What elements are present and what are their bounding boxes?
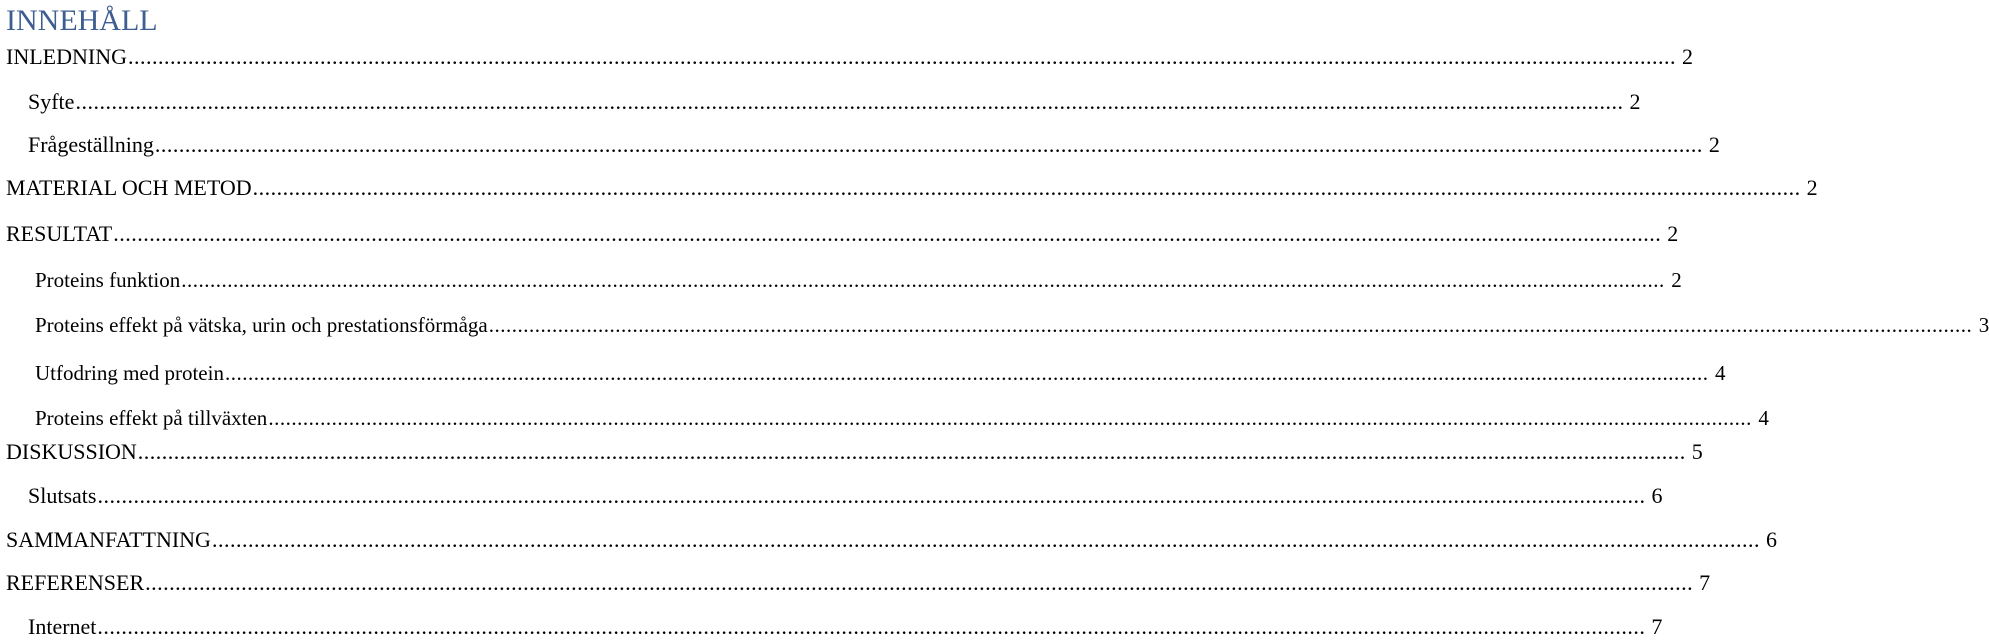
toc-page-number: 6 [1651,483,1663,508]
toc-entry-slutsats[interactable] [0,483,1663,509]
toc-page-number: 7 [1699,570,1711,595]
toc-leader: .................................................................................................................................................................................................................................................................. [145,570,1694,595]
toc-leader: .................................................................................................................................................................................................................................................................. [137,439,1686,464]
toc-leader: .................................................................................................................................................................................................................................................................. [127,44,1676,69]
toc-entry-material-och-metod[interactable] [0,175,1818,201]
toc-entry-label: Slutsats [28,483,97,508]
toc-entry-internet[interactable] [0,614,1663,640]
toc-entry-sammanfattning[interactable] [0,527,1777,553]
toc-leader: .................................................................................................................................................................................................................................................................. [154,132,1703,157]
toc-entry-label: Syfte [28,89,75,114]
toc-entry-label: INLEDNING [6,44,127,69]
toc-page-number: 5 [1691,439,1703,464]
toc-title: INNEHÅLL [6,4,158,37]
toc-page-number: 4 [1758,406,1769,430]
toc-entry-utfodring-med-protein[interactable] [0,360,1726,386]
toc-page-number: 6 [1765,527,1777,552]
toc-entry-label: REFERENSER [6,570,145,595]
toc-entry-label: Proteins effekt på vätska, urin och prestationsförmåga [35,313,488,337]
toc-entry-inledning[interactable] [0,44,1693,70]
toc-entry-label: MATERIAL OCH METOD [6,175,252,200]
toc-page-number: 2 [1667,221,1679,246]
toc-leader: .................................................................................................................................................................................................................................................................. [488,313,1973,337]
toc-entry-proteins-funktion[interactable] [0,267,1682,293]
toc-entry-label: SAMMANFATTNING [6,527,211,552]
toc-page-number: 2 [1806,175,1818,200]
toc-leader: .................................................................................................................................................................................................................................................................. [97,614,1646,639]
toc-entry-label: RESULTAT [6,221,113,246]
toc-page-number: 7 [1651,614,1663,639]
toc-leader: .................................................................................................................................................................................................................................................................. [268,406,1752,430]
toc-entry-label: Proteins effekt på tillväxten [35,406,268,430]
toc-page-number: 2 [1708,132,1720,157]
toc-entry-resultat[interactable] [0,221,1679,247]
toc-entry-fragestallning[interactable] [0,132,1720,158]
toc-leader: .................................................................................................................................................................................................................................................................. [224,361,1709,385]
toc-leader: .................................................................................................................................................................................................................................................................. [113,221,1662,246]
toc-page-number: 2 [1671,268,1682,292]
toc-entry-syfte[interactable] [0,89,1641,115]
toc-entry-referenser[interactable] [0,570,1711,596]
toc-entry-label: Frågeställning [28,132,154,157]
toc-entry-diskussion[interactable] [0,439,1703,465]
toc-leader: .................................................................................................................................................................................................................................................................. [97,483,1646,508]
toc-entry-proteins-effekt-vatska[interactable] [0,312,1989,338]
toc-entry-label: DISKUSSION [6,439,137,464]
toc-entry-proteins-effekt-tillvaxten[interactable] [0,405,1769,431]
toc-leader: .................................................................................................................................................................................................................................................................. [75,89,1624,114]
toc-leader: .................................................................................................................................................................................................................................................................. [211,527,1760,552]
toc-entry-label: Internet [28,614,97,639]
toc-entry-label: Utfodring med protein [35,361,224,385]
toc-leader: .................................................................................................................................................................................................................................................................. [252,175,1801,200]
toc-page-number: 2 [1629,89,1641,114]
toc-page-number: 4 [1714,361,1726,385]
toc-leader: .................................................................................................................................................................................................................................................................. [181,268,1665,292]
toc-page-number: 2 [1681,44,1693,69]
toc-entry-label: Proteins funktion [35,268,181,292]
toc-page-number: 3 [1978,313,1989,337]
